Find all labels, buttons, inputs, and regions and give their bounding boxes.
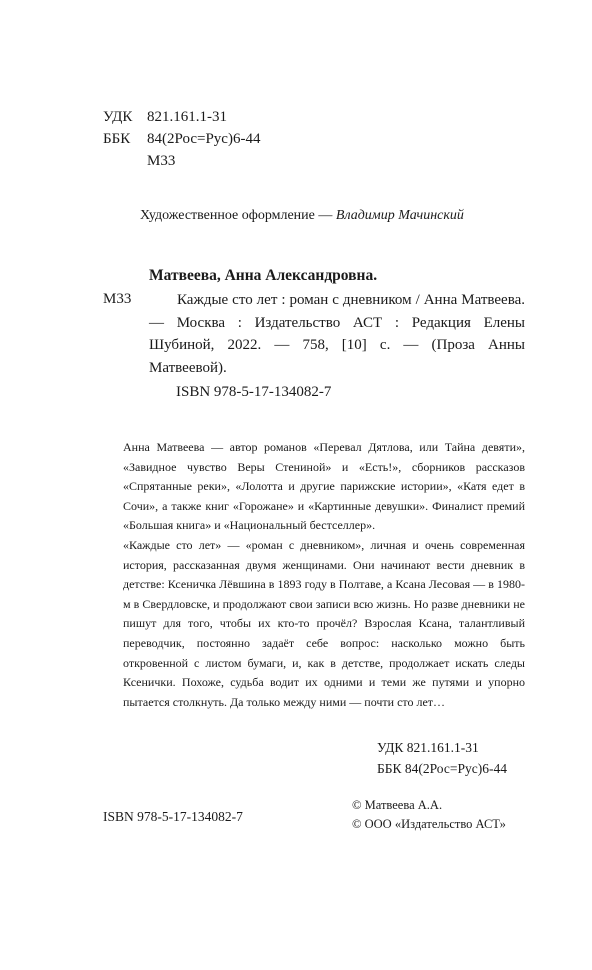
udk-value: 821.161.1-31 bbox=[147, 109, 227, 125]
copyright-author: © Матвеева А.А. bbox=[352, 798, 443, 812]
bottom-isbn: ISBN 978-5-17-134082-7 bbox=[103, 809, 243, 824]
bbk-label: ББК bbox=[103, 131, 131, 147]
card-description: Каждые сто лет : роман с дневником / Анна Матвеева. — Москва : Издательство АСТ : Редакция Елены Шубиной, 2022. — 758, [10] с. — (Проза Анны Матвеевой). bbox=[149, 292, 525, 376]
author-mark-line bbox=[103, 150, 260, 172]
designer-name: Владимир Мачинский bbox=[335, 208, 464, 223]
bottom-bbk: ББК 84(2Рос=Рус)6-44 bbox=[377, 761, 507, 776]
design-credit-label: Художественное оформление — bbox=[140, 208, 336, 223]
design-credit bbox=[140, 208, 464, 224]
card-author: Матвеева, Анна Александровна. bbox=[149, 267, 378, 284]
author-mark: М33 bbox=[147, 153, 176, 169]
annotation bbox=[123, 438, 525, 712]
copyright-block bbox=[352, 796, 506, 834]
bottom-codes bbox=[377, 737, 507, 779]
annotation-paragraph-1: Анна Матвеева — автор романов «Перевал Дятлова, или Тайна девяти», «Завидное чувство Веры Стениной» и «Есть!», сборников рассказов «Спрятанные реки», «Лолотта и другие парижские истории», «Катя едет в Сочи», а также книг «Горожане» и «Картинные девушки». Финалист премий «Большая книга» и «Национальный бестселлер». bbox=[123, 440, 525, 533]
udk-line bbox=[103, 106, 260, 128]
bbk-line bbox=[103, 128, 260, 150]
catalog-codes bbox=[103, 106, 260, 172]
bbk-value: 84(2Рос=Рус)6-44 bbox=[147, 131, 261, 147]
card-isbn: ISBN 978-5-17-134082-7 bbox=[176, 384, 332, 400]
copyright-publisher: © ООО «Издательство АСТ» bbox=[352, 817, 506, 831]
udk-label: УДК bbox=[103, 109, 133, 125]
annotation-paragraph-2: «Каждые сто лет» — «роман с дневником», личная и очень современная история, рассказанная двумя женщинами. Они начинают вести дневник в детстве: Ксеничка Лёвшина в 1893 году в Полтаве, а Ксана Лесовая — в 1980-м в Свердловске, и продолжают свои записи всю жизнь. Но разве дневники не пишут для того, чтобы их кто-то прочёл? Взрослая Ксана, талантливый переводчик, постоянно задаёт себе вопрос: насколько можно быть откровенной с листом бумаги, и, как в детстве, продолжает искать следы Ксенички. Похоже, судьба водит их одними и теми же путями и упорно пытается столкнуть. Да только между ними — почти сто лет… bbox=[123, 537, 525, 709]
bottom-udk: УДК 821.161.1-31 bbox=[377, 740, 479, 755]
card-code: М33 bbox=[103, 291, 132, 307]
